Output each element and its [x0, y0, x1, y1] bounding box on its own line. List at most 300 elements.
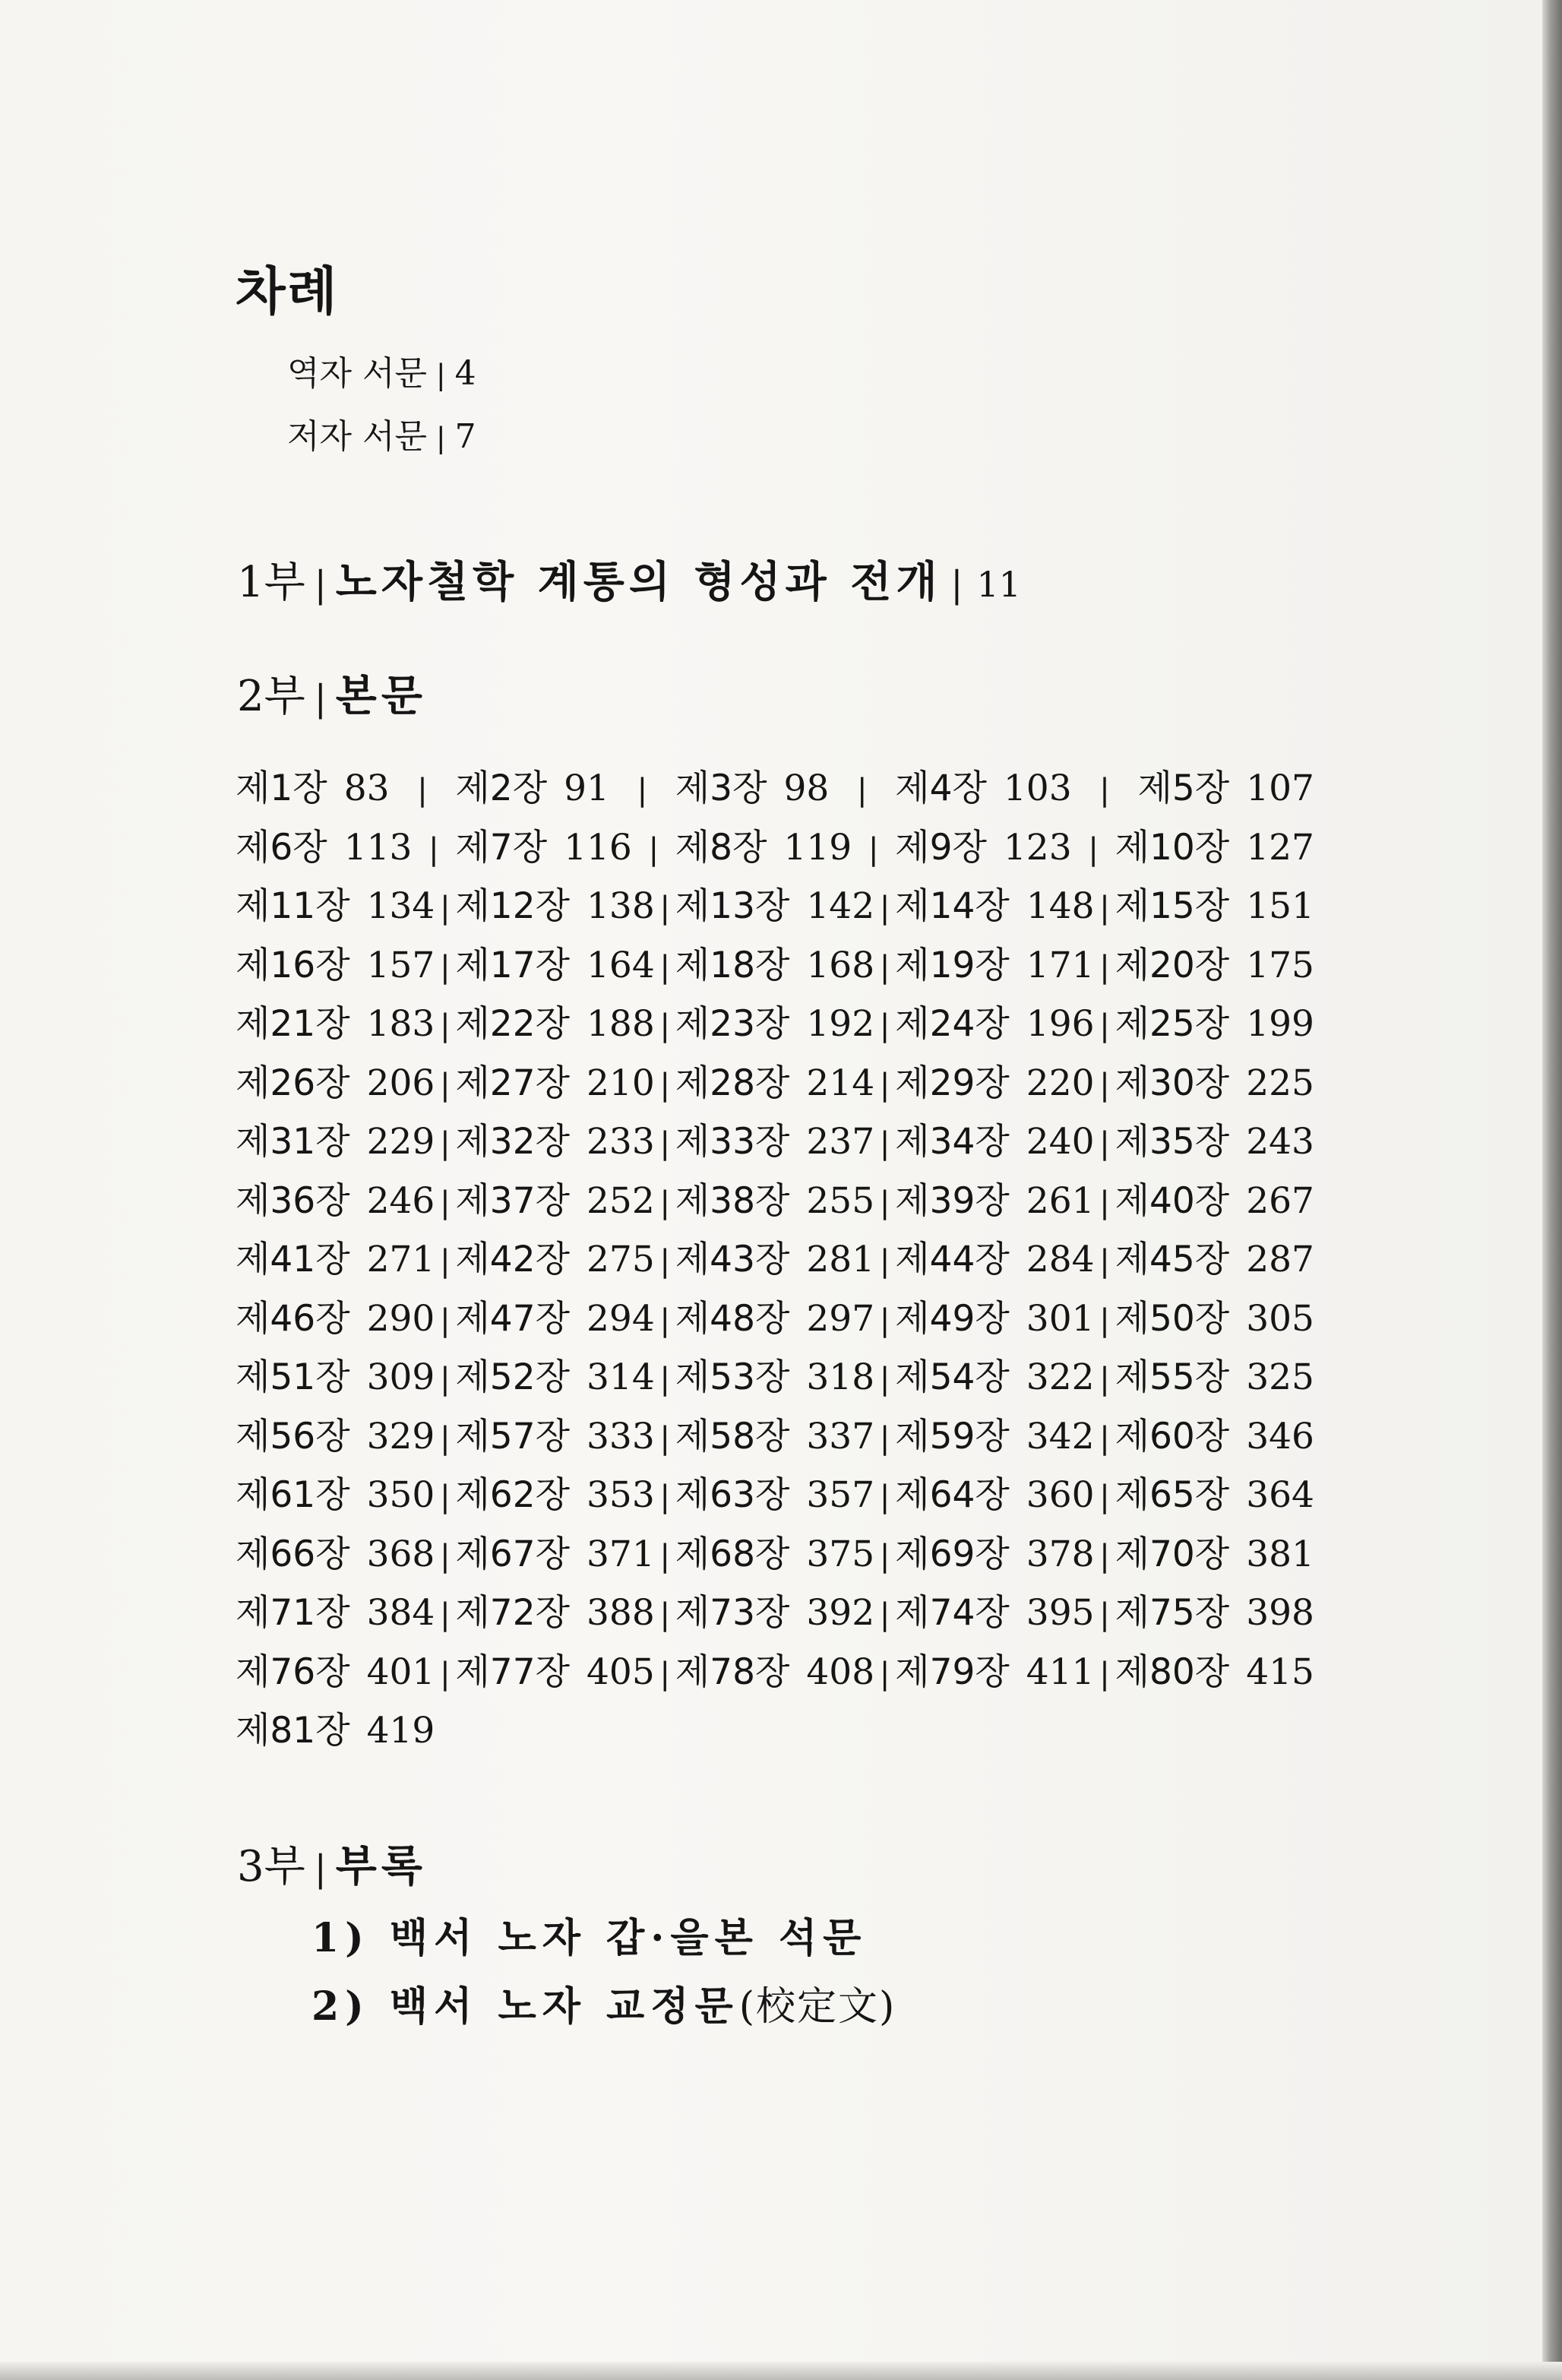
chapter-label: 제23장 — [675, 1003, 790, 1045]
chapter-entry[interactable] — [895, 1467, 1094, 1518]
chapter-entry[interactable] — [895, 937, 1094, 988]
chapter-label: 제19장 — [895, 944, 1010, 986]
chapter-entry[interactable] — [675, 1290, 874, 1341]
separator: | — [1099, 773, 1110, 808]
appendix-number: 1) — [311, 1915, 370, 1961]
part-label: 2부 — [237, 672, 305, 721]
page-number: 353 — [587, 1474, 655, 1516]
chapter-row — [236, 1702, 1314, 1761]
page-number: 384 — [366, 1592, 435, 1634]
chapter-entry[interactable] — [236, 1349, 435, 1400]
separator: | — [440, 1656, 451, 1692]
chapter-label: 제57장 — [455, 1415, 571, 1457]
page-number: 415 — [1246, 1650, 1314, 1693]
separator: | — [879, 891, 890, 926]
chapter-label: 제20장 — [1115, 944, 1230, 986]
chapter-entry[interactable] — [1115, 1644, 1314, 1695]
page-number: 98 — [783, 767, 830, 809]
chapter-entry[interactable] — [675, 1349, 874, 1400]
separator: | — [857, 773, 868, 808]
chapter-entry[interactable] — [1115, 1526, 1314, 1577]
chapter-label: 제61장 — [236, 1474, 350, 1516]
separator: | — [1099, 949, 1110, 985]
chapter-entry[interactable] — [236, 937, 435, 988]
chapter-label: 제29장 — [895, 1062, 1010, 1104]
chapter-entry[interactable] — [675, 1408, 874, 1459]
page-number: 113 — [343, 826, 413, 869]
page-number: 281 — [806, 1239, 875, 1280]
chapter-row — [236, 1113, 1314, 1173]
chapter-row — [236, 1349, 1314, 1408]
page-number: 368 — [366, 1533, 435, 1575]
page-number: 220 — [1026, 1062, 1095, 1104]
separator: | — [1099, 1480, 1110, 1514]
chapter-label: 제39장 — [895, 1179, 1010, 1222]
separator: | — [436, 421, 446, 454]
separator: | — [1099, 1302, 1110, 1338]
chapter-entry[interactable] — [455, 1113, 654, 1164]
chapter-label: 제75장 — [1115, 1592, 1230, 1634]
chapter-label: 제22장 — [455, 1003, 571, 1045]
separator: | — [879, 1185, 890, 1220]
page-number: 138 — [587, 885, 655, 927]
page-number: 337 — [806, 1415, 875, 1457]
chapter-row — [236, 1408, 1314, 1467]
chapter-entry[interactable] — [236, 1290, 435, 1341]
page-number: 408 — [806, 1650, 875, 1693]
appendix-item-1[interactable] — [311, 1906, 867, 1963]
separator: | — [659, 1656, 670, 1692]
separator: | — [879, 1597, 890, 1632]
chapter-row — [236, 1584, 1314, 1644]
separator: | — [314, 1848, 327, 1890]
part-3-heading[interactable] — [237, 1833, 427, 1894]
chapter-label: 제48장 — [675, 1297, 790, 1340]
separator: | — [879, 1302, 890, 1338]
chapter-entry[interactable] — [675, 1584, 874, 1635]
chapter-entry[interactable] — [455, 1173, 654, 1223]
chapter-entry[interactable] — [455, 1408, 654, 1459]
chapter-entry[interactable] — [455, 1290, 654, 1341]
chapter-label: 제67장 — [455, 1533, 571, 1575]
chapter-entry[interactable] — [236, 819, 412, 870]
separator: | — [440, 1480, 451, 1514]
separator: | — [659, 1067, 670, 1103]
chapter-row — [236, 1055, 1314, 1114]
separator: | — [440, 1067, 451, 1103]
chapter-label: 제59장 — [895, 1415, 1010, 1457]
chapter-entry[interactable] — [455, 1349, 654, 1400]
chapter-label: 제9장 — [895, 826, 987, 869]
separator: | — [440, 1538, 451, 1574]
page-number: 360 — [1026, 1474, 1095, 1516]
chapter-label: 제73장 — [675, 1592, 790, 1634]
preface-translator[interactable] — [287, 346, 476, 394]
chapter-entry[interactable] — [675, 1113, 874, 1164]
page-number: 294 — [587, 1297, 655, 1340]
chapter-label: 제44장 — [895, 1239, 1010, 1280]
chapter-entry[interactable] — [895, 1584, 1094, 1635]
chapter-entry[interactable] — [895, 995, 1094, 1046]
chapter-entry[interactable] — [675, 1173, 874, 1223]
chapter-entry[interactable] — [236, 878, 435, 929]
separator: | — [428, 831, 439, 867]
separator: | — [659, 1008, 670, 1043]
chapter-label: 제10장 — [1115, 826, 1230, 869]
chapter-label: 제8장 — [675, 826, 767, 869]
chapter-label: 제68장 — [675, 1533, 790, 1575]
separator: | — [879, 1362, 890, 1397]
page-number: 378 — [1026, 1533, 1095, 1575]
chapter-entry[interactable] — [236, 1644, 435, 1695]
separator: | — [1099, 1185, 1110, 1220]
part-1-heading[interactable] — [237, 549, 1021, 609]
separator: | — [868, 831, 879, 867]
page-number: 261 — [1026, 1179, 1095, 1222]
separator: | — [1099, 1008, 1110, 1043]
chapter-label: 제63장 — [675, 1474, 790, 1516]
chapter-entry[interactable] — [455, 937, 654, 988]
page-edge-shadow — [1542, 0, 1562, 2380]
chapter-entry[interactable] — [455, 1584, 654, 1635]
chapter-label: 제72장 — [455, 1592, 571, 1634]
page-number: 375 — [806, 1533, 875, 1575]
chapter-entry[interactable] — [236, 1113, 435, 1164]
chapter-label: 제76장 — [236, 1650, 350, 1693]
page-number: 188 — [587, 1003, 655, 1045]
separator: | — [1099, 1597, 1110, 1632]
chapter-label: 제33장 — [675, 1121, 790, 1163]
chapter-entry[interactable] — [1115, 995, 1314, 1046]
part-2-heading[interactable] — [237, 663, 427, 723]
chapter-label: 제46장 — [236, 1297, 350, 1340]
separator: | — [440, 891, 451, 926]
chapter-index — [236, 760, 1314, 1761]
preface-label: 저자 서문 — [287, 417, 428, 456]
chapter-row — [236, 1526, 1314, 1585]
part-name: 노자철학 계통의 형성과 전개 — [335, 557, 942, 607]
separator: | — [417, 773, 428, 808]
page-number: 116 — [564, 826, 632, 869]
separator: | — [659, 1302, 670, 1338]
separator: | — [1099, 1362, 1110, 1397]
page-number: 318 — [806, 1356, 875, 1398]
separator: | — [1088, 831, 1099, 867]
chapter-entry[interactable] — [455, 1231, 654, 1282]
separator: | — [440, 1420, 451, 1456]
chapter-label: 제40장 — [1115, 1179, 1230, 1222]
chapter-entry[interactable] — [455, 1055, 654, 1106]
page-number: 301 — [1026, 1297, 1095, 1340]
page-number: 127 — [1246, 826, 1314, 869]
chapter-label: 제16장 — [236, 944, 350, 986]
chapter-entry[interactable] — [455, 1644, 654, 1695]
chapter-label: 제1장 — [236, 767, 327, 809]
chapter-label: 제74장 — [895, 1592, 1010, 1634]
chapter-row — [236, 937, 1314, 996]
chapter-label: 제65장 — [1115, 1474, 1230, 1516]
chapter-entry[interactable] — [895, 1526, 1094, 1577]
chapter-entry[interactable] — [675, 878, 874, 929]
chapter-entry[interactable] — [236, 1055, 435, 1106]
separator: | — [879, 1538, 890, 1574]
chapter-entry[interactable] — [455, 819, 631, 870]
chapter-label: 제64장 — [895, 1474, 1010, 1516]
page-number: 233 — [587, 1121, 655, 1163]
separator: | — [950, 564, 963, 606]
page-number: 119 — [783, 826, 852, 869]
chapter-label: 제70장 — [1115, 1533, 1230, 1575]
chapter-entry[interactable] — [895, 1055, 1094, 1106]
page-number: 175 — [1246, 944, 1314, 986]
page-number: 103 — [1003, 767, 1072, 809]
chapter-label: 제62장 — [455, 1474, 571, 1516]
page-number: 329 — [366, 1415, 435, 1457]
separator: | — [637, 773, 648, 808]
chapter-entry[interactable] — [675, 1526, 874, 1577]
chapter-entry[interactable] — [1115, 937, 1314, 988]
chapter-entry[interactable] — [1115, 1113, 1314, 1164]
chapter-entry[interactable] — [675, 1231, 874, 1282]
chapter-entry[interactable] — [1115, 878, 1314, 929]
chapter-entry[interactable] — [455, 1467, 654, 1518]
chapter-entry[interactable] — [236, 1526, 435, 1577]
page-number: 333 — [587, 1415, 655, 1457]
chapter-entry[interactable] — [1115, 819, 1314, 870]
chapter-entry[interactable] — [1115, 1408, 1314, 1459]
chapter-label: 제45장 — [1115, 1239, 1230, 1280]
chapter-entry[interactable] — [675, 819, 852, 870]
chapter-entry[interactable] — [236, 1173, 435, 1223]
chapter-entry[interactable] — [1137, 760, 1314, 811]
page-number: 392 — [806, 1592, 875, 1634]
chapter-label: 제49장 — [895, 1297, 1010, 1340]
chapter-entry[interactable] — [895, 1113, 1094, 1164]
preface-label: 역자 서문 — [287, 354, 428, 393]
separator: | — [659, 1480, 670, 1514]
appendix-text: 백서 노자 교정문 — [389, 1983, 739, 2030]
chapter-label: 제42장 — [455, 1239, 571, 1280]
separator: | — [659, 1597, 670, 1632]
separator: | — [879, 949, 890, 985]
appendix-number: 2) — [311, 1983, 370, 2030]
separator: | — [659, 1244, 670, 1279]
separator: | — [879, 1656, 890, 1692]
separator: | — [879, 1126, 890, 1161]
page-number: 350 — [366, 1474, 435, 1516]
chapter-entry[interactable] — [895, 1290, 1094, 1341]
chapter-label: 제15장 — [1115, 885, 1230, 927]
page-number: 192 — [806, 1003, 875, 1045]
separator: | — [440, 1126, 451, 1161]
chapter-label: 제54장 — [895, 1356, 1010, 1398]
chapter-label: 제28장 — [675, 1062, 790, 1104]
chapter-label: 제24장 — [895, 1003, 1010, 1045]
page-bottom-edge — [0, 2362, 1562, 2380]
chapter-entry[interactable] — [675, 1467, 874, 1518]
chapter-entry[interactable] — [1115, 1467, 1314, 1518]
chapter-entry[interactable] — [895, 1349, 1094, 1400]
chapter-entry[interactable] — [455, 1526, 654, 1577]
separator: | — [659, 1420, 670, 1456]
chapter-label: 제12장 — [455, 885, 571, 927]
chapter-label: 제3장 — [675, 767, 767, 809]
page-number: 7 — [454, 417, 476, 456]
chapter-label: 제69장 — [895, 1533, 1010, 1575]
chapter-entry[interactable] — [455, 760, 609, 811]
separator: | — [440, 1008, 451, 1043]
chapter-label: 제55장 — [1115, 1356, 1230, 1398]
chapter-entry[interactable] — [236, 1408, 435, 1459]
separator: | — [1099, 1244, 1110, 1279]
page-number: 284 — [1026, 1239, 1095, 1280]
chapter-label: 제47장 — [455, 1297, 571, 1340]
chapter-label: 제56장 — [236, 1415, 350, 1457]
page-number: 287 — [1246, 1239, 1314, 1280]
page-number: 134 — [366, 885, 435, 927]
chapter-row — [236, 1173, 1314, 1232]
chapter-label: 제31장 — [236, 1121, 350, 1163]
chapter-entry[interactable] — [455, 995, 654, 1046]
preface-author[interactable] — [287, 409, 476, 457]
separator: | — [1099, 1656, 1110, 1692]
page-number: 401 — [366, 1650, 435, 1693]
chapter-row — [236, 760, 1314, 819]
page-number: 243 — [1246, 1121, 1314, 1163]
appendix-text: 백서 노자 갑·을본 석문 — [389, 1915, 868, 1961]
chapter-entry[interactable] — [1115, 1173, 1314, 1223]
chapter-label: 제26장 — [236, 1062, 350, 1104]
page-number: 309 — [366, 1356, 435, 1398]
chapter-label: 제27장 — [455, 1062, 571, 1104]
chapter-entry[interactable] — [895, 760, 1071, 811]
chapter-entry[interactable] — [1115, 1055, 1314, 1106]
chapter-entry[interactable] — [675, 995, 874, 1046]
separator: | — [879, 1420, 890, 1456]
separator: | — [440, 1185, 451, 1220]
separator: | — [1099, 1067, 1110, 1103]
separator: | — [1099, 1538, 1110, 1574]
separator: | — [1099, 891, 1110, 926]
page-number: 388 — [587, 1592, 655, 1634]
separator: | — [659, 1362, 670, 1397]
chapter-entry[interactable] — [1115, 1584, 1314, 1635]
chapter-entry[interactable] — [236, 1702, 435, 1753]
page-number: 11 — [976, 564, 1021, 605]
page-number: 123 — [1003, 826, 1072, 869]
chapter-entry[interactable] — [1115, 1231, 1314, 1282]
chapter-label: 제17장 — [455, 944, 571, 986]
separator: | — [440, 1244, 451, 1279]
page-number: 267 — [1246, 1179, 1314, 1222]
chapter-entry[interactable] — [895, 1408, 1094, 1459]
page-number: 322 — [1026, 1356, 1095, 1398]
separator: | — [879, 1008, 890, 1043]
chapter-entry[interactable] — [675, 1644, 874, 1695]
chapter-label: 제5장 — [1137, 767, 1230, 809]
chapter-entry[interactable] — [895, 819, 1071, 870]
chapter-entry[interactable] — [236, 1467, 435, 1518]
chapter-row — [236, 995, 1314, 1055]
chapter-label: 제66장 — [236, 1533, 350, 1575]
chapter-entry[interactable] — [895, 878, 1094, 929]
page-number: 371 — [587, 1533, 655, 1575]
page-title: 차례 — [236, 261, 339, 322]
chapter-label: 제13장 — [675, 885, 790, 927]
part-label: 3부 — [237, 1842, 305, 1891]
chapter-label: 제58장 — [675, 1415, 790, 1457]
chapter-entry[interactable] — [895, 1644, 1094, 1695]
page-number: 246 — [366, 1179, 435, 1222]
separator: | — [1099, 1126, 1110, 1161]
page-number: 346 — [1246, 1415, 1314, 1457]
chapter-entry[interactable] — [1115, 1349, 1314, 1400]
chapter-row — [236, 1290, 1314, 1350]
chapter-label: 제30장 — [1115, 1062, 1230, 1104]
chapter-label: 제78장 — [675, 1650, 790, 1693]
chapter-entry[interactable] — [1115, 1290, 1314, 1341]
chapter-entry[interactable] — [236, 1584, 435, 1635]
chapter-entry[interactable] — [675, 937, 874, 988]
page-number: 405 — [587, 1650, 655, 1693]
separator: | — [1099, 1420, 1110, 1456]
chapter-label: 제32장 — [455, 1121, 571, 1163]
chapter-entry[interactable] — [895, 1231, 1094, 1282]
separator: | — [440, 1362, 451, 1397]
page-number: 164 — [587, 944, 655, 986]
page-number: 148 — [1026, 885, 1095, 927]
page-number: 142 — [806, 885, 875, 927]
page-number: 83 — [343, 767, 390, 809]
chapter-entry[interactable] — [236, 1231, 435, 1282]
chapter-entry[interactable] — [675, 1055, 874, 1106]
separator: | — [659, 949, 670, 985]
chapter-row — [236, 819, 1314, 878]
chapter-entry[interactable] — [236, 760, 390, 811]
chapter-label: 제6장 — [236, 826, 327, 869]
part-name: 본문 — [335, 671, 427, 721]
chapter-label: 제25장 — [1115, 1003, 1230, 1045]
chapter-label: 제14장 — [895, 885, 1010, 927]
chapter-label: 제60장 — [1115, 1415, 1230, 1457]
appendix-item-2[interactable] — [311, 1974, 896, 2031]
chapter-label: 제43장 — [675, 1239, 790, 1280]
chapter-label: 제21장 — [236, 1003, 350, 1045]
chapter-entry[interactable] — [236, 995, 435, 1046]
part-label: 1부 — [237, 558, 305, 607]
chapter-row — [236, 878, 1314, 937]
chapter-entry[interactable] — [455, 878, 654, 929]
chapter-label: 제71장 — [236, 1592, 350, 1634]
page-number: 342 — [1026, 1415, 1095, 1457]
page-number: 237 — [806, 1121, 875, 1163]
chapter-label: 제52장 — [455, 1356, 571, 1398]
page-number: 183 — [366, 1003, 435, 1045]
chapter-label: 제18장 — [675, 944, 790, 986]
page-number: 275 — [587, 1239, 655, 1280]
separator: | — [440, 1597, 451, 1632]
chapter-label: 제36장 — [236, 1179, 350, 1222]
chapter-label: 제51장 — [236, 1356, 350, 1398]
chapter-label: 제77장 — [455, 1650, 571, 1693]
chapter-entry[interactable] — [675, 760, 830, 811]
page-number: 171 — [1026, 944, 1095, 986]
page-number: 91 — [564, 767, 609, 809]
separator: | — [648, 831, 659, 867]
chapter-entry[interactable] — [895, 1173, 1094, 1223]
page-number: 255 — [806, 1179, 875, 1222]
chapter-label: 제35장 — [1115, 1121, 1230, 1163]
